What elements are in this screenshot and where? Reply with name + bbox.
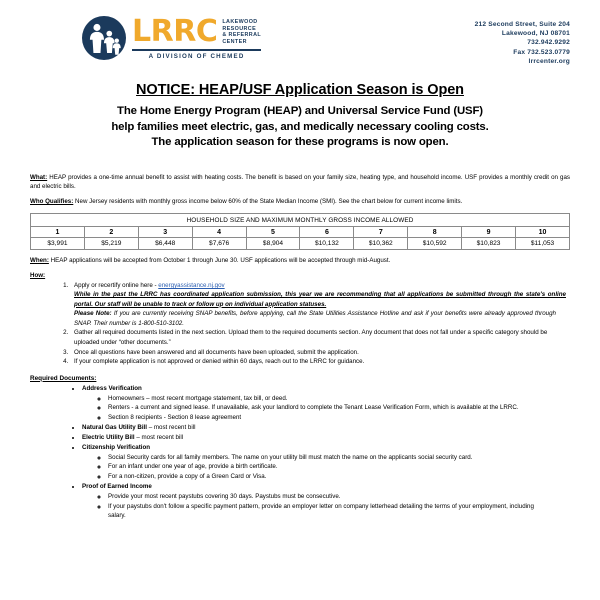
step-item-3: 3. Once all questions have been answered and all documents have been uploaded, submit the application.	[70, 348, 570, 357]
table-row-income-amounts	[31, 238, 570, 250]
logo-division-line: A DIVISION OF CHEMED	[148, 52, 245, 60]
step-item-2: 2. Gather all required documents listed in the next section. Upload them to the required documents section. Any document that does not fall under a specific category should be uploaded under “other documents.”	[70, 328, 570, 347]
household-size-cell: 9	[462, 226, 516, 238]
sub-item: ◦ Section 8 recipients - Section 8 lease agreement	[108, 413, 570, 422]
sub-item: ◦ For an infant under one year of age, provide a birth certificate.	[108, 462, 570, 471]
section-what	[30, 173, 570, 192]
income-amount-cell: $5,219	[84, 238, 138, 250]
logo-word-4: CENTER	[222, 38, 247, 45]
step-item-4: 4. If your complete application is not approved or denied within 60 days, reach out to the LRRC for guidance.	[70, 357, 570, 366]
income-amount-cell: $6,448	[138, 238, 192, 250]
income-amount-cell: $10,362	[354, 238, 408, 250]
subtitle-line-3: The application season for these programs is now open.	[151, 136, 449, 149]
required-doc-item	[82, 423, 570, 432]
section-when	[30, 256, 570, 265]
what-text: HEAP provides a one-time annual benefit to assist with heating costs. The benefit is based on your family size, heating type, and household income. USF provides a monthly credit on gas and electric bills.	[30, 173, 570, 190]
who-label: Who Qualifies:	[30, 198, 74, 206]
household-size-cell: 4	[192, 226, 246, 238]
section-how	[30, 271, 570, 280]
sub-item: ◦ Social Security cards for all family members. The name on your utility bill must match the name on the applicants social security card.	[108, 453, 570, 462]
when-text: HEAP applications will be accepted from October 1 through June 30. USF applications will be accepted through mid-August.	[48, 257, 391, 265]
sub-item: ◦ Homeowners – most recent mortgage statement, tax bill, or deed.	[108, 394, 570, 403]
table-caption-row	[31, 214, 570, 226]
household-size-cell: 6	[300, 226, 354, 238]
table-caption: HOUSEHOLD SIZE AND MAXIMUM MONTHLY GROSS INCOME ALLOWED	[31, 214, 570, 226]
income-amount-cell: $3,991	[31, 238, 85, 250]
table-row-household-sizes	[31, 226, 570, 238]
subtitle-line-1: The Home Energy Program (HEAP) and Universal Service Fund (USF)	[117, 105, 483, 118]
doc-tail-natural-gas-bill: – most recent bill	[146, 423, 196, 431]
contact-address-block	[475, 16, 570, 66]
household-size-cell: 3	[138, 226, 192, 238]
step-item-1	[70, 281, 570, 328]
income-limits-table	[30, 213, 570, 250]
household-size-cell: 8	[408, 226, 462, 238]
income-amount-cell: $10,823	[462, 238, 516, 250]
sub-list-citizenship-verification	[82, 453, 570, 482]
address-fax: Fax 732.523.0779	[513, 48, 570, 56]
logo-word-1: LAKEWOOD	[222, 19, 258, 25]
required-doc-item	[82, 482, 570, 520]
income-amount-cell: $7,676	[192, 238, 246, 250]
please-note-text: If you are currently receiving SNAP benefits, before applying, call the State Utilities Assistance Hotline and ask if your benefits were already approved through SNAP. Their number is 1-800-510-3102.	[74, 310, 556, 327]
subtitle-line-2: help families meet electric, gas, and medically necessary cooling costs.	[111, 120, 489, 133]
doc-tail-electric-bill: – most recent bill	[134, 433, 184, 441]
when-label: When:	[30, 257, 49, 265]
logo-word-2: RESOURCE	[222, 25, 257, 32]
address-street: 212 Second Street, Suite 204	[474, 21, 570, 28]
doc-label-natural-gas-bill: Natural Gas Utility Bill	[82, 423, 147, 431]
required-doc-item	[82, 433, 570, 442]
page-subtitle	[30, 104, 570, 151]
household-size-cell: 7	[354, 226, 408, 238]
address-website: lrrcenter.org	[528, 57, 570, 65]
doc-label-address-verification: Address Verification	[82, 384, 142, 392]
doc-label-citizenship-verification: Citizenship Verification	[82, 443, 151, 451]
sub-item: ◦ If your paystubs don't follow a specific payment pattern, provide an employer letter on company letterhead detailing the terms of your employment, including salary.	[108, 502, 570, 521]
address-city-state-zip: Lakewood, NJ 08701	[501, 30, 570, 38]
logo-acronym: LRRC	[132, 14, 218, 49]
household-size-cell: 2	[84, 226, 138, 238]
household-size-cell: 1	[31, 226, 85, 238]
required-documents-list	[30, 384, 570, 521]
sub-item: ◦ For a non-citizen, provide a copy of a Green Card or Visa.	[108, 472, 570, 481]
lrrc-logo	[30, 16, 261, 60]
step1-lead-text: Apply or recertify online here -	[74, 281, 159, 289]
doc-label-proof-of-earned-income: Proof of Earned Income	[82, 482, 152, 490]
energy-assistance-link[interactable]: energyassistance.nj.gov	[158, 281, 225, 289]
please-note-label: Please Note:	[74, 310, 112, 318]
logo-divider	[132, 49, 261, 51]
who-text: New Jersey residents with monthly gross income below 60% of the State Median Income (SMI). See the chart below for current income limits.	[73, 198, 463, 206]
doc-label-electric-bill: Electric Utility Bill	[82, 433, 135, 441]
section-who-qualifies	[30, 197, 570, 206]
required-doc-item	[82, 443, 570, 482]
sub-list-address-verification	[82, 394, 570, 423]
income-amount-cell: $11,053	[516, 238, 570, 250]
what-label: What:	[30, 173, 48, 181]
letterhead-header	[30, 10, 570, 66]
household-size-cell: 10	[516, 226, 570, 238]
income-amount-cell: $10,592	[408, 238, 462, 250]
family-people-circle-icon	[82, 16, 126, 60]
step1-portal-note: While in the past the LRRC has coordinated application submission, this year we are recommending that all applications be submitted through the state's online portal. Our staff will be unable to track or follow up on individual application statuses.	[74, 291, 566, 308]
household-size-cell: 5	[246, 226, 300, 238]
sub-item: ◦ Renters - a current and signed lease. If unavailable, ask your landlord to complete the Tenant Lease Verification Form, which is available at the LRRC.	[108, 403, 570, 412]
address-phone: 732.942.9292	[527, 39, 570, 47]
logo-word-3: & REFERRAL	[222, 32, 262, 39]
required-documents-heading: Required Documents:	[30, 374, 97, 382]
logo-wordmark	[132, 16, 261, 60]
step1-please-note	[74, 309, 570, 328]
income-amount-cell: $10,132	[300, 238, 354, 250]
sub-item: ◦ Provide your most recent paystubs covering 30 days. Paystubs must be consecutive.	[108, 492, 570, 501]
how-label: How:	[30, 271, 46, 279]
page-title: NOTICE: HEAP/USF Application Season is Open	[136, 82, 464, 99]
income-amount-cell: $8,904	[246, 238, 300, 250]
logo-full-name	[222, 17, 261, 45]
sub-list-proof-of-earned-income	[82, 492, 570, 521]
required-doc-item	[82, 384, 570, 423]
application-steps-list	[30, 281, 570, 367]
